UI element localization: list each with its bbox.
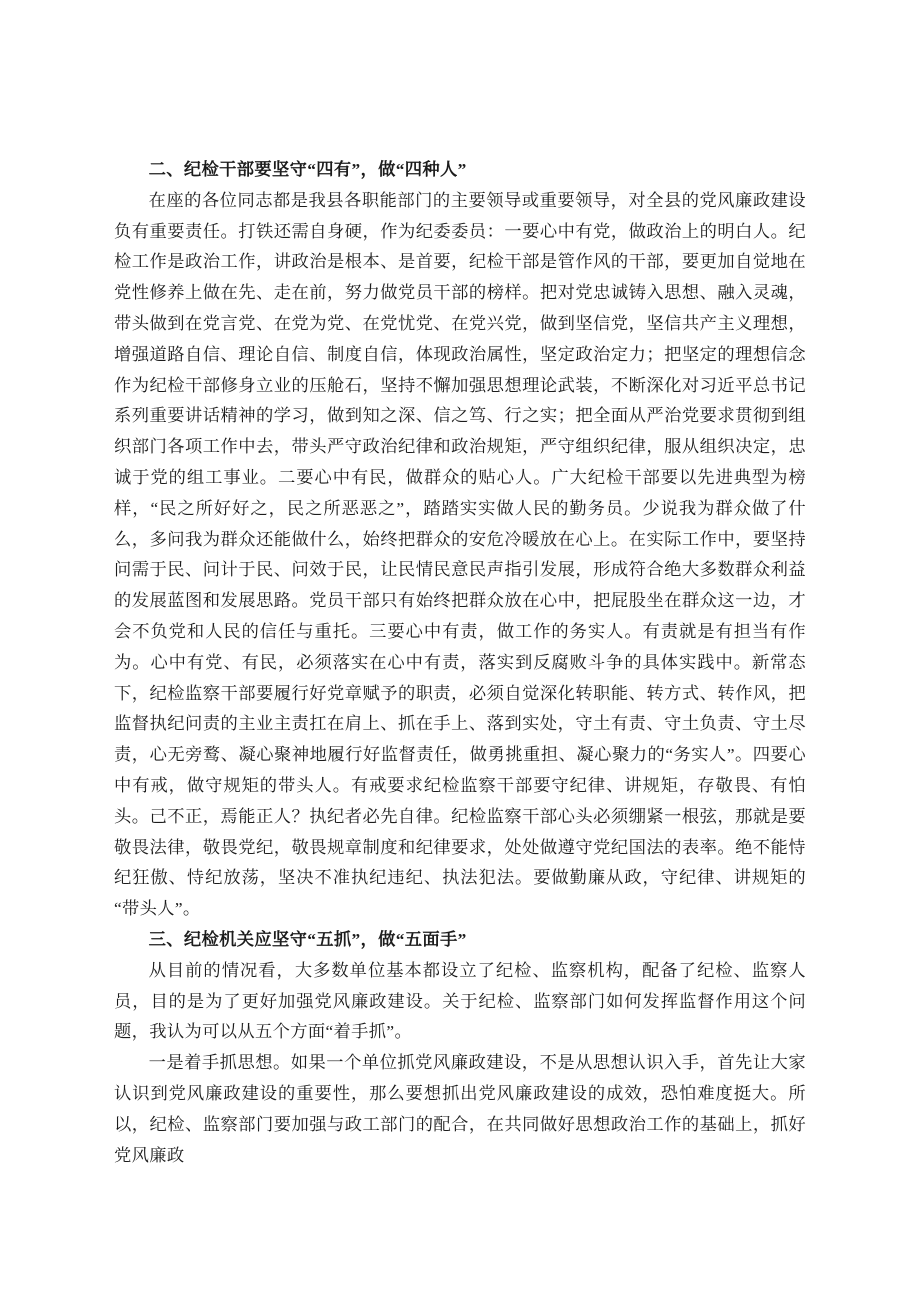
paragraph-four-haves-body: 在座的各位同志都是我县各职能部门的主要领导或重要领导，对全县的党风廉政建设负有重要责任。打铁还需自身硬，作为纪委委员：一要心中有党，做政治上的明白人。纪检工作是政治工作，讲政治是根本、是首要，纪检干部是管作风的干部，要更加自觉地在党性修养上做在先、走在前，努力做党员干部的榜样。把对党忠诚铸入思想、融入灵魂，带头做到在党言党、在党为党、在党忧党、在党兴党，做到坚信党，坚信共产主义理想，增强道路自信、理论自信、制度自信，体现政治属性，坚定政治定力；把坚定的理想信念作为纪检干部修身立业的压舱石，坚持不懈加强思想理论武装，不断深化对习近平总书记系列重要讲话精神的学习，做到知之深、信之笃、行之实；把全面从严治党要求贯彻到组织部门各项工作中去，带头严守政治纪律和政治规矩，严守组织纪律，服从组织决定，忠诚于党的组工事业。二要心中有民，做群众的贴心人。广大纪检干部要以先进典型为榜样，“民之所好好之，民之所恶恶之”，踏踏实实做人民的勤务员。少说我为群众做了什么，多问我为群众还能做什么，始终把群众的安危冷暖放在心上。在实际工作中，要坚持问需于民、问计于民、问效于民，让民情民意民声指引发展，形成符合绝大多数群众利益的发展蓝图和发展思路。党员干部只有始终把群众放在心中，把屁股坐在群众这一边，才会不负党和人民的信任与重托。三要心中有责，做工作的务实人。有责就是有担当有作为。心中有党、有民，必须落实在心中有责，落实到反腐败斗争的具体实践中。新常态下，纪检监察干部要履行好党章赋予的职责，必须自觉深化转职能、转方式、转作风，把监督执纪问责的主业主责扛在肩上、抓在手上、落到实处，守土有责、守土负责、守土尽责，心无旁鹜、凝心聚神地履行好监督责任，做勇挑重担、凝心聚力的“务实人”。四要心中有戒，做守规矩的带头人。有戒要求纪检监察干部要守纪律、讲规矩，存敬畏、有怕头。己不正，焉能正人？执纪者必先自律。纪检监察干部心头必须绷紧一根弦，那就是要敬畏法律，敬畏党纪，敬畏规章制度和纪律要求，处处做遵守党纪国法的表率。绝不能恃纪狂傲、恃纪放荡，坚决不准执纪违纪、执法犯法。要做勤廉从政，守纪律、讲规矩的“带头人”。 (114, 190, 806, 919)
paragraph-five-grabs-intro: 从目前的情况看，大多数单位基本都设立了纪检、监察机构，配备了纪检、监察人员，目的是为了更好加强党风廉政建设。关于纪检、监察部门如何发挥监督作用这个问题，我认为可以从五个方面“着手抓”。 (114, 960, 806, 1042)
section-heading-four-haves: 二、纪检干部要坚守“四有”，做“四种人” (148, 160, 467, 179)
section-heading-five-grabs: 三、纪检机关应坚守“五抓”，做“五面手” (148, 929, 467, 949)
paragraph-grab-ideology: 一是着手抓思想。如果一个单位抓党风廉政建设，不是从思想认识入手，首先让大家认识到党风廉政建设的重要性，那么要想抓出党风廉政建设的成效，恐怕难度挺大。所以，纪检、监察部门要加强与政工部门的配合，在共同做好思想政治工作的基础上，抓好党风廉政 (114, 1053, 806, 1165)
